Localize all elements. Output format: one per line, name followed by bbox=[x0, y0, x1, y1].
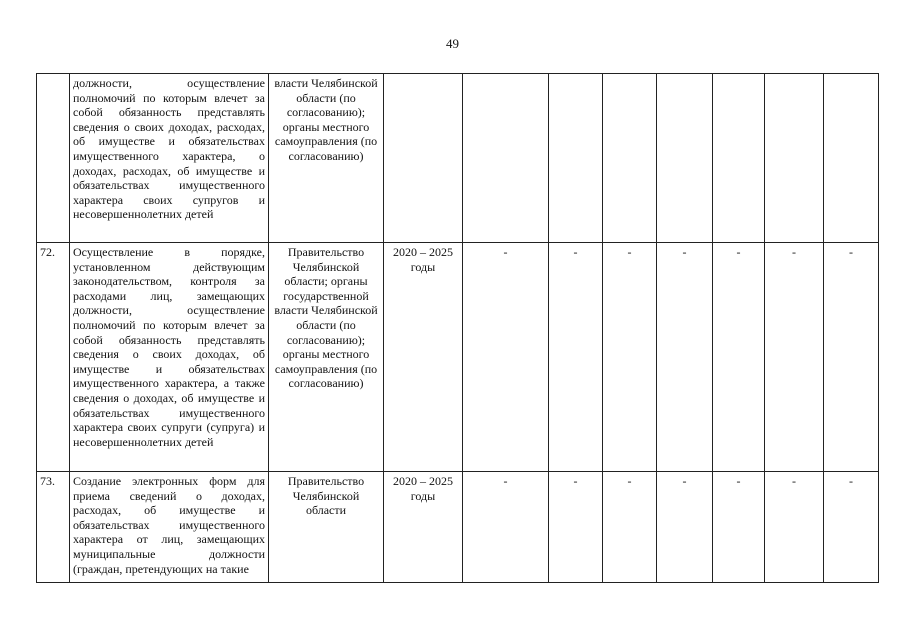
executor-cell: Правительство Челябинской области bbox=[269, 472, 384, 583]
value-cell: - bbox=[603, 472, 657, 583]
value-cell: - bbox=[549, 472, 603, 583]
value-cell: - bbox=[463, 472, 549, 583]
measures-table bbox=[36, 73, 879, 583]
value-cell: - bbox=[713, 243, 765, 472]
table-row bbox=[37, 243, 879, 472]
measure-description: Создание электронных форм для приема сведений о доходах, расходах, об имуществе и обязательствах имущественного характера от лиц, замещающих муниципальные должности (граждан, претендующих на такие bbox=[70, 472, 269, 583]
term-cell bbox=[384, 74, 463, 243]
term-cell: 2020 – 2025 годы bbox=[384, 472, 463, 583]
measure-description: должности, осуществление полномочий по которым влечет за собой обязанность представлять сведения о своих доходах, расходах, об имуществе и обязательствах имущественного характера, о доходах, расходах, об имуществе и обязательствах имущественного характера своих супругов и несовершеннолетних детей bbox=[70, 74, 269, 243]
executor-cell: власти Челябинской области (по согласованию); органы местного самоуправления (по согласованию) bbox=[269, 74, 384, 243]
value-cell: - bbox=[824, 472, 879, 583]
value-cell bbox=[765, 74, 824, 243]
value-cell: - bbox=[657, 472, 713, 583]
value-cell bbox=[713, 74, 765, 243]
value-cell: - bbox=[765, 472, 824, 583]
value-cell bbox=[463, 74, 549, 243]
value-cell: - bbox=[657, 243, 713, 472]
value-cell: - bbox=[463, 243, 549, 472]
executor-cell: Правительство Челябинской области; органы государственной власти Челябинской области (по согласованию); органы местного самоуправления (по согласованию) bbox=[269, 243, 384, 472]
table-row bbox=[37, 472, 879, 583]
value-cell: - bbox=[765, 243, 824, 472]
value-cell: - bbox=[824, 243, 879, 472]
row-number: 72. bbox=[37, 243, 70, 472]
value-cell bbox=[657, 74, 713, 243]
value-cell: - bbox=[549, 243, 603, 472]
row-number: 73. bbox=[37, 472, 70, 583]
value-cell bbox=[549, 74, 603, 243]
page-number: 49 bbox=[446, 36, 459, 51]
value-cell: - bbox=[603, 243, 657, 472]
term-cell: 2020 – 2025 годы bbox=[384, 243, 463, 472]
value-cell bbox=[824, 74, 879, 243]
value-cell bbox=[603, 74, 657, 243]
row-number bbox=[37, 74, 70, 243]
measure-description: Осуществление в порядке, установленном действующим законодательством, контроля за расходами лиц, замещающих должности, осуществление полномочий по которым влечет за собой обязанность представлять сведения о своих доходах, об имуществе и обязательствах имущественного характера, а также сведения о доходах, об имуществе и обязательствах имущественного характера своих супруги (супруга) и несовершеннолетних детей bbox=[70, 243, 269, 472]
value-cell: - bbox=[713, 472, 765, 583]
table-row bbox=[37, 74, 879, 243]
